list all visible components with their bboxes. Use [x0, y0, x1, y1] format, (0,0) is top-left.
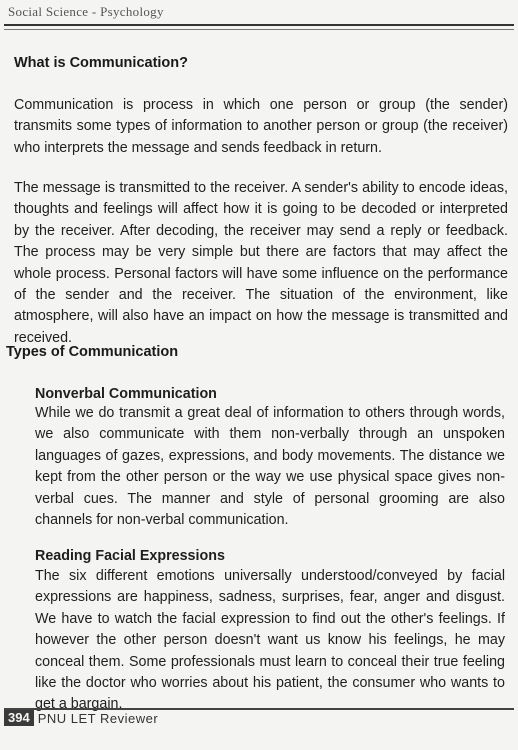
- subheading-reading-facial-expressions: Reading Facial Expressions: [35, 548, 225, 564]
- header-rule: [4, 24, 514, 30]
- paragraph-facial-expressions: The six different emotions universally understood/conveyed by facial expressions are happiness, sadness, surprises, fear, anger and disgust. We have to watch the facial expression to find out the other's feelings. If however the other person doesn't want us know his feelings, he may conceal them. Some professionals must learn to conceal their true feeling like the doctor who worries about his patient, the consumer who wants to get a bargain.: [35, 568, 505, 713]
- footer-title: PNU LET Reviewer: [37, 710, 159, 726]
- section-heading-what-is-communication: What is Communication?: [14, 55, 188, 71]
- subheading-nonverbal-communication: Nonverbal Communication: [35, 386, 217, 402]
- section-heading-types-of-communication: Types of Communication: [6, 344, 179, 360]
- paragraph-communication-definition: Communication is process in which one person or group (the sender) transmits some types of information to another person or group (the receiver) who interprets the message and sends feedback in return.: [14, 97, 508, 156]
- paragraph-nonverbal-communication: While we do transmit a great deal of information to others through words, we also communicate with them non-verbally through an unspoken languages of gazes, expressions, and body movements. The distance we kept from the other person or the way we use physical space gives non-verbal cues. The manner and style of personal grooming are also channels for non-verbal communication.: [35, 405, 505, 529]
- paragraph-message-transmission: The message is transmitted to the receiver. A sender's ability to encode ideas, thoughts and feelings will affect how it is going to be decoded or interpreted by the receiver. After decoding, the receiver may send a reply or feedback. The process may be very simple but there are factors that may affect the whole process. Personal factors will have some influence on the performance of the sender and the receiver. The situation of the environment, like atmosphere, will also have an impact on how the message is transmitted and received.: [14, 180, 508, 346]
- running-header: Social Science - Psychology: [8, 4, 164, 19]
- page-footer: [4, 710, 158, 726]
- page-number: 394: [4, 710, 34, 726]
